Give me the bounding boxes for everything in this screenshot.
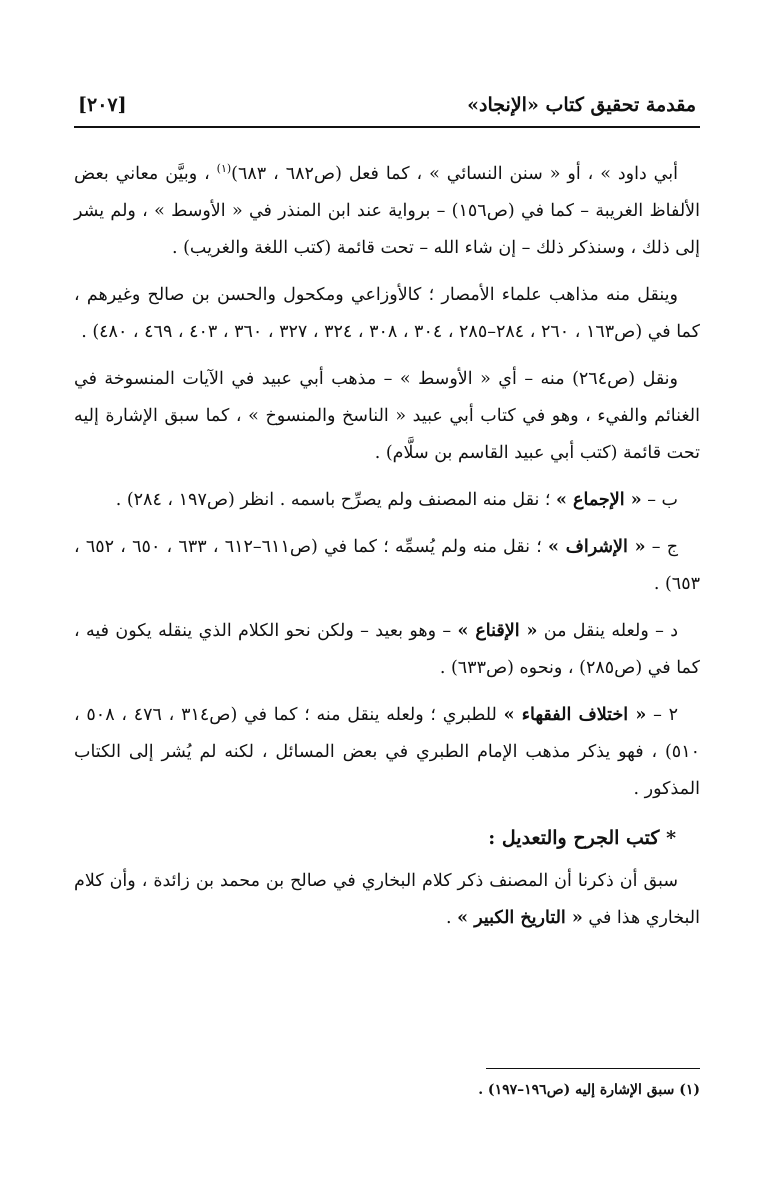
item-d-prefix: د – ولعله ينقل من [537, 620, 678, 641]
footnote-divider [486, 1068, 700, 1069]
item-c-title: « الإشراف » [548, 536, 646, 557]
item-b-prefix: ب – [641, 489, 678, 510]
footnote-marker: (١) [216, 162, 232, 175]
item-d-text: – وهو بعيد – ولكن نحو الكلام الذي ينقله يكون فيه ، كما في (ص٢٨٥) ، ونحوه (ص٦٣٣) . [74, 620, 700, 678]
page-number: [٢٠٧] [78, 94, 127, 116]
page-header [78, 88, 696, 122]
item-d [74, 613, 700, 687]
body-text [74, 150, 700, 947]
item-c [74, 529, 700, 603]
paragraph-4 [74, 863, 700, 937]
paragraph-1 [74, 150, 700, 267]
item-c-text: ؛ نقل منه ولم يُسمِّه ؛ كما في (ص٦١١–٦١٢ ، ٦٣٣ ، ٦٥٠ ، ٦٥٢ ، ٦٥٣) . [74, 536, 700, 594]
running-title: مقدمة تحقيق كتاب «الإنجاد» [467, 94, 696, 116]
paragraph-4-end: . [446, 907, 458, 928]
item-d-title: « الإقناع » [457, 620, 538, 641]
section-heading: * كتب الجرح والتعديل : [488, 826, 676, 849]
header-divider [74, 126, 700, 128]
item-b-text: ؛ نقل منه المصنف ولم يصرِّح باسمه . انظر (ص١٩٧ ، ٢٨٤) . [115, 489, 557, 510]
paragraph-3: ونقل (ص٢٦٤) منه – أي « الأوسط » – مذهب أبي عبيد في الآيات المنسوخة في الغنائم والفيء ، وهو في كتاب أبي عبيد « الناسخ والمنسوخ » ، كما سبق الإشارة إليه تحت قائمة (كتب أبي عبيد القاسم بن سلَّام) . [74, 368, 700, 463]
item-2-prefix: ٢ – [646, 704, 678, 725]
item-c-prefix: ج – [645, 536, 679, 557]
paragraph-1-text: أبي داود » ، أو « سنن النسائي » ، كما فعل (ص٦٨٢ ، ٦٨٣) [231, 163, 678, 184]
paragraph-4-text: سبق أن ذكرنا أن المصنف ذكر كلام البخاري في صالح بن محمد بن زائدة ، وأن كلام البخاري هذا في [74, 870, 700, 928]
item-b [74, 482, 700, 519]
footnote: (١) سبق الإشارة إليه (ص١٩٦–١٩٧) . [478, 1082, 700, 1098]
item-2-title: « اختلاف الفقهاء » [503, 704, 647, 725]
paragraph-1-continuation: ، وبيَّن معاني بعض الألفاظ الغريبة – كما في (ص١٥٦) – برواية عند ابن المنذر في « الأوسط » ، ولم يشر إلى ذلك ، وسنذكر ذلك – إن شاء الله – تحت قائمة (كتب اللغة والغريب) . [74, 163, 700, 258]
item-b-title: « الإجماع » [556, 489, 642, 510]
paragraph-2: وينقل منه مذاهب علماء الأمصار ؛ كالأوزاعي ومكحول والحسن بن صالح وغيرهم ، كما في (ص١٦٣ ، ٢٦٠ ، ٢٨٤–٢٨٥ ، ٣٠٤ ، ٣٠٨ ، ٣٢٤ ، ٣٢٧ ، ٣٦٠ ، ٤٠٣ ، ٤٦٩ ، ٤٨٠) . [74, 284, 700, 342]
paragraph-4-title: « التاريخ الكبير » [457, 907, 583, 928]
item-2-text: للطبري ؛ ولعله ينقل منه ؛ كما في (ص٣١٤ ، ٤٧٦ ، ٥٠٨ ، ٥١٠) ، فهو يذكر مذهب الإمام الطبري في بعض المسائل ، لكنه لم يُشر إلى الكتاب المذكور . [74, 704, 700, 799]
item-2 [74, 697, 700, 808]
